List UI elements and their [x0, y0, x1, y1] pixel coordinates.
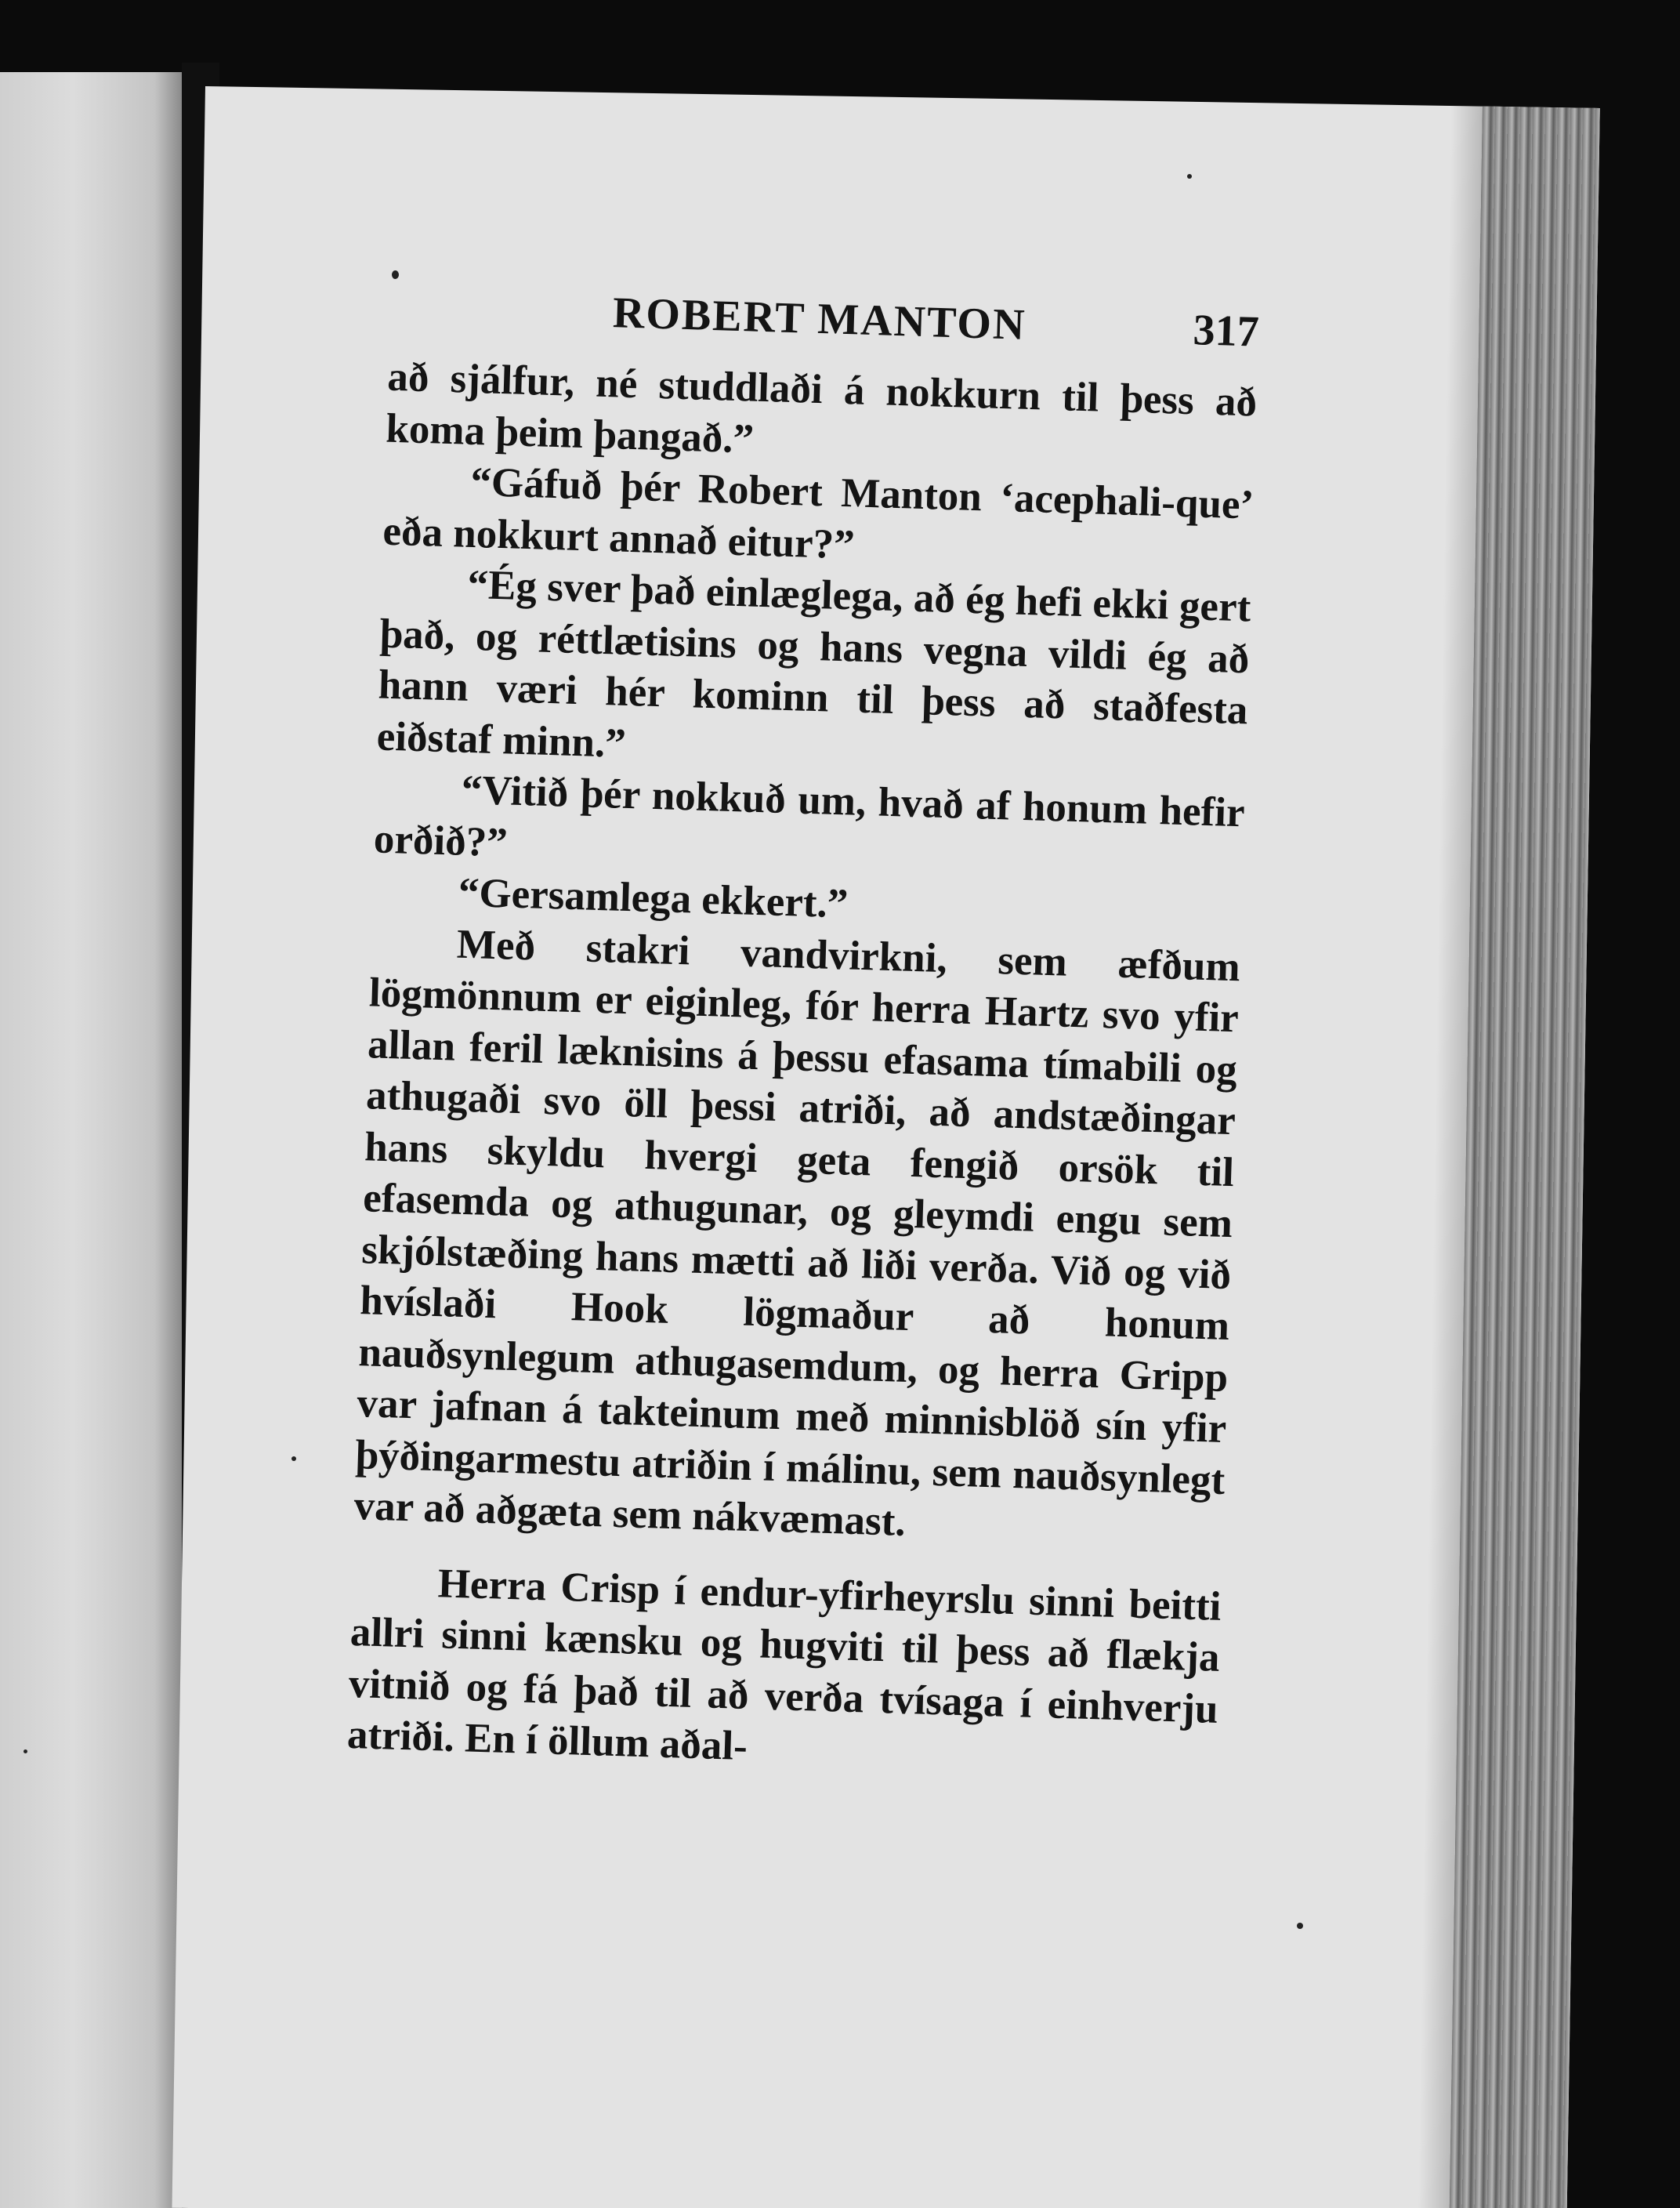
scan-speck — [24, 1749, 27, 1753]
paragraph-answer: “Gersamlega ekkert.” — [458, 869, 849, 927]
left-facing-page — [0, 72, 182, 2208]
running-title: ROBERT MANTON — [612, 288, 1027, 350]
page-number: 317 — [1192, 306, 1260, 357]
paragraph-hartz-examination: Með stakri vandvirkni, sem æfðum lögmönnum er eiginleg, fór herra Hartz svo yfir allan feril læknisins á þessu efasama tímabili og athugaði svo öll þessi atriði, að andstæðingar hans skyldu hvergi geta fengið orsök til efasemda og athugunar, og gleymdi engu sem skjólstæðing hans mætti að liði verða. Við og við hvíslaði Hook lögmaður að honum nauðsynlegum athugasemdum, og herra Gripp var jafnan á takteinum með minnisblöð sín yfir þýðingarmestu atriðin í málinu, sem nauðsynlegt var að aðgæta sem nákvæmast. — [353, 921, 1241, 1545]
paragraph-oath: “Ég sver það einlæglega, að ég hefi ekki gert það, og réttlætisins og hans vegna vildi ég að hann væri hér kominn til þess að staðfesta eiðstaf minn.” — [376, 561, 1252, 767]
paragraph-question-whereabouts: “Vitið þér nokkuð um, hvað af honum hefir orðið?” — [373, 767, 1246, 865]
scan-speck — [1187, 174, 1192, 179]
page-text-block — [346, 281, 1260, 1787]
scan-speck — [291, 1456, 296, 1461]
paragraph-crisp-cross-examination: Herra Crisp í endur-yfirheyrslu sinni beitti allri sinni kænsku og hugviti til þess að flækja vitnið og fá það til að verða tvísaga í einhverju atriði. En í öllum aðal- — [346, 1560, 1222, 1770]
scan-speck — [392, 270, 399, 279]
book-page-317 — [172, 86, 1599, 2208]
paragraph-question-poison: “Gáfuð þér Robert Manton ‘acephali-que’ eða nokkurt annað eitur?” — [382, 459, 1255, 567]
paragraph-continuation: að sjálfur, né studdlaði á nokkurn til þess að koma þeim þangað.” — [385, 353, 1258, 462]
running-head — [389, 281, 1259, 357]
scan-speck — [1297, 1923, 1303, 1929]
